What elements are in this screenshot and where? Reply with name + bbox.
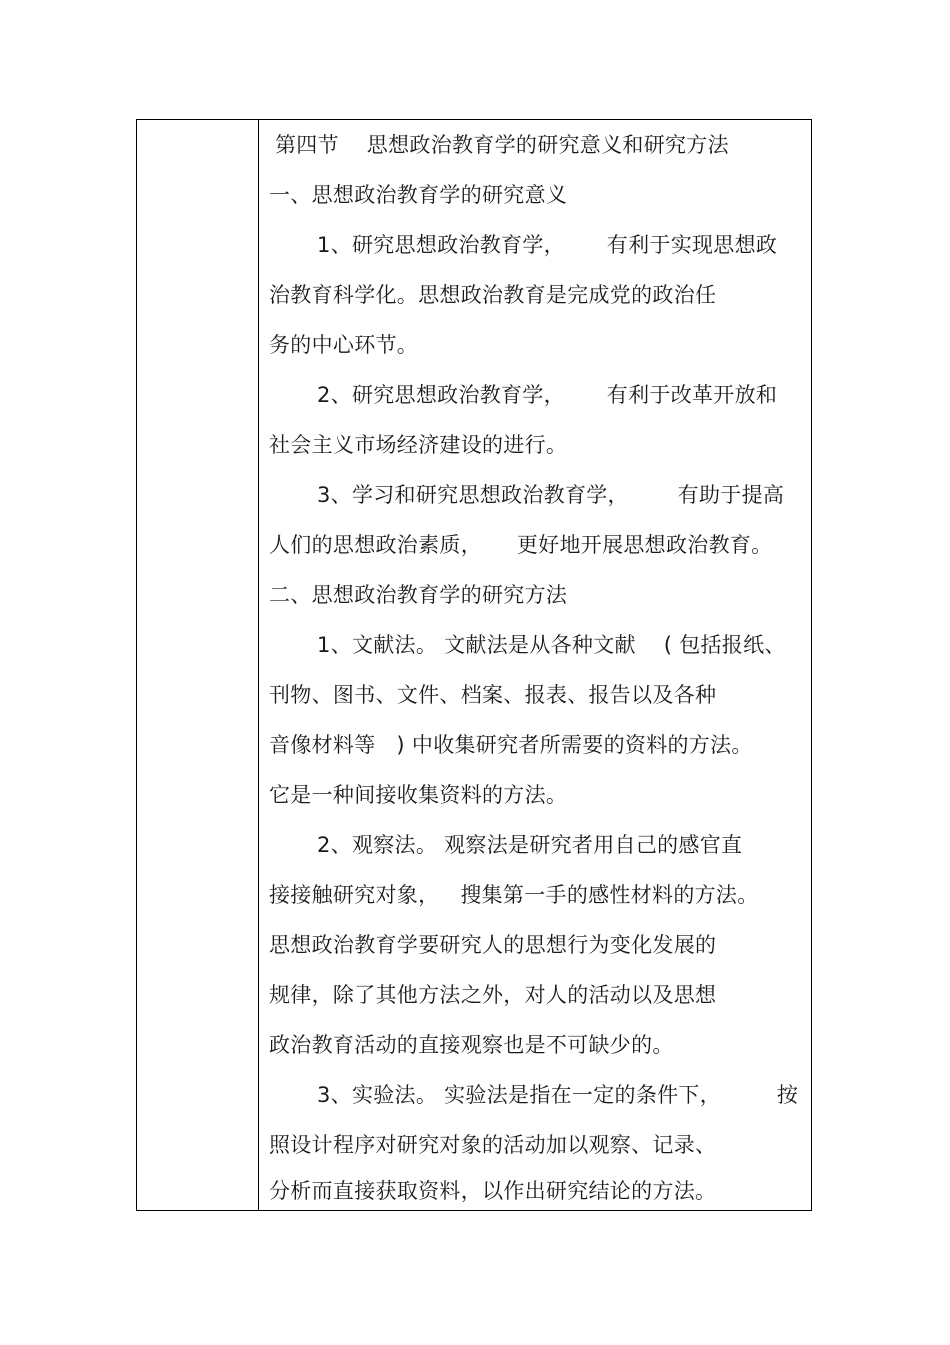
paragraph-line: 它是一种间接收集资料的方法。	[269, 783, 568, 807]
paragraph-line: 人们的思想政治素质， 更好地开展思想政治教育。	[269, 533, 773, 557]
paragraph-line: 2、研究思想政治教育学， 有利于改革开放和	[317, 383, 778, 407]
paragraph-line: 治教育科学化。思想政治教育是完成党的政治任	[269, 283, 717, 307]
paragraph-line: 规律，除了其他方法之外，对人的活动以及思想	[269, 983, 717, 1007]
paragraph-line: 分析而直接获取资料，以作出研究结论的方法。	[269, 1179, 717, 1203]
paragraph-line: 3、学习和研究思想政治教育学， 有助于提高	[317, 483, 785, 507]
table-frame	[136, 119, 812, 1211]
paragraph-line: 社会主义市场经济建设的进行。	[269, 433, 568, 457]
paragraph-line: 接接触研究对象， 搜集第一手的感性材料的方法。	[269, 883, 759, 907]
paragraph-line: 照设计程序对研究对象的活动加以观察、记录、	[269, 1133, 717, 1157]
subheading-methods: 二、思想政治教育学的研究方法	[269, 583, 568, 607]
left-column-cell	[137, 120, 259, 1210]
content-column-cell	[259, 120, 811, 1210]
paragraph-line: 1、文献法。 文献法是从各种文献 ( 包括报纸、	[317, 633, 786, 657]
paragraph-line: 思想政治教育学要研究人的思想行为变化发展的	[269, 933, 717, 957]
paragraph-line: 刊物、图书、文件、档案、报表、报告以及各种	[269, 683, 717, 707]
paragraph-line: 1、研究思想政治教育学， 有利于实现思想政	[317, 233, 778, 257]
paragraph-line: 3、实验法。 实验法是指在一定的条件下， 按	[317, 1083, 799, 1107]
paragraph-line: 务的中心环节。	[269, 333, 419, 357]
section-title: 第四节 思想政治教育学的研究意义和研究方法	[275, 133, 729, 157]
subheading-significance: 一、思想政治教育学的研究意义	[269, 183, 568, 207]
paragraph-line: 政治教育活动的直接观察也是不可缺少的。	[269, 1033, 674, 1057]
paragraph-line: 2、观察法。 观察法是研究者用自己的感官直	[317, 833, 743, 857]
paragraph-line: 音像材料等 ) 中收集研究者所需要的资料的方法。	[269, 733, 753, 757]
